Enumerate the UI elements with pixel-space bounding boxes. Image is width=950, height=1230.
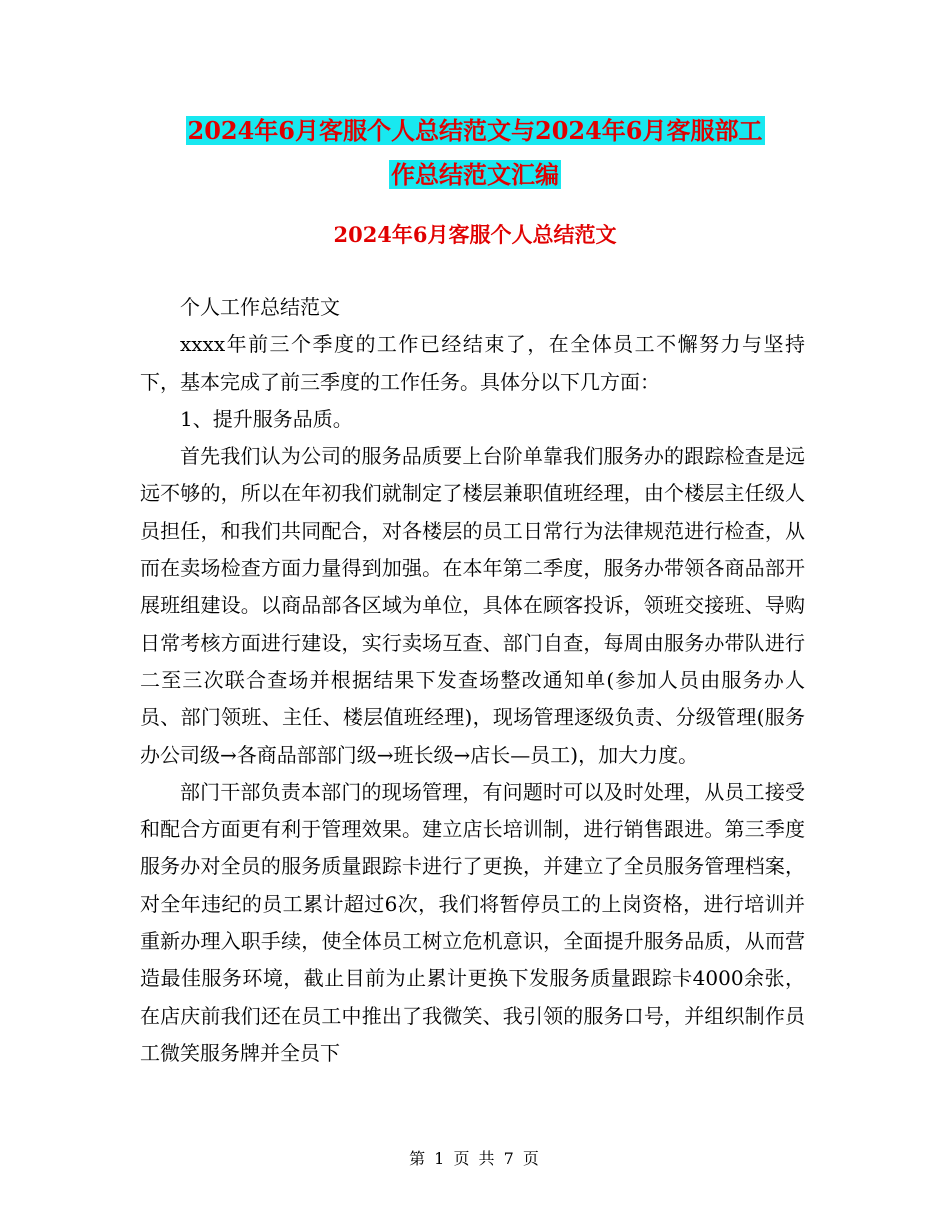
document-title-line-2 [0, 150, 950, 200]
paragraph-body-1: 首先我们认为公司的服务品质要上台阶单靠我们服务办的跟踪检查是远远不够的，所以在年初我们就制定了楼层兼职值班经理，由个楼层主任级人员担任，和我们共同配合，对各楼层的员工日常行为法律规范进行检查，从而在卖场检查方面力量得到加强。在本年第二季度，服务办带领各商品部开展班组建设。以商品部各区域为单位，具体在顾客投诉，领班交接班、导购日常考核方面进行建设，实行卖场互查、部门自查，每周由服务办带队进行二至三次联合查场并根据结果下发查场整改通知单(参加人员由服务办人员、部门领班、主任、楼层值班经理)，现场管理逐级负责、分级管理(服务办公司级→各商品部部门级→班长级→店长—员工)，加大力度。 [140, 444, 805, 767]
document-title-line-1 [0, 106, 950, 156]
paragraph-intro: xxxx年前三个季度的工作已经结束了，在全体员工不懈努力与坚持下，基本完成了前三季度的工作任务。具体分以下几方面： [140, 332, 805, 394]
page-footer: 第 1 页 共 7 页 [409, 1149, 541, 1168]
paragraph-point-1: 1、提升服务品质。 [180, 406, 353, 431]
paragraph-heading: 个人工作总结范文 [180, 295, 340, 319]
document-title-text-1: 2024年6月客服个人总结范文与2024年6月客服部工 [187, 116, 763, 145]
paragraph-body-2: 部门干部负责本部门的现场管理，有问题时可以及时处理，从员工接受和配合方面更有利于管理效果。建立店长培训制，进行销售跟进。第三季度服务办对全员的服务质量跟踪卡进行了更换，并建立了全员服务管理档案，对全年违纪的员工累计超过6次，我们将暂停员工的上岗资格，进行培训并重新办理入职手续，使全体员工树立危机意识，全面提升服务品质，从而营造最佳服务环境，截止目前为止累计更换下发服务质量跟踪卡4000余张，在店庆前我们还在员工中推出了我微笑、我引领的服务口号，并组织制作员工微笑服务牌并全员下 [140, 779, 805, 1065]
section-title: 2024年6月客服个人总结范文 [333, 222, 617, 247]
document-body [140, 289, 805, 1072]
document-title-text-2: 作总结范文汇编 [391, 160, 559, 189]
